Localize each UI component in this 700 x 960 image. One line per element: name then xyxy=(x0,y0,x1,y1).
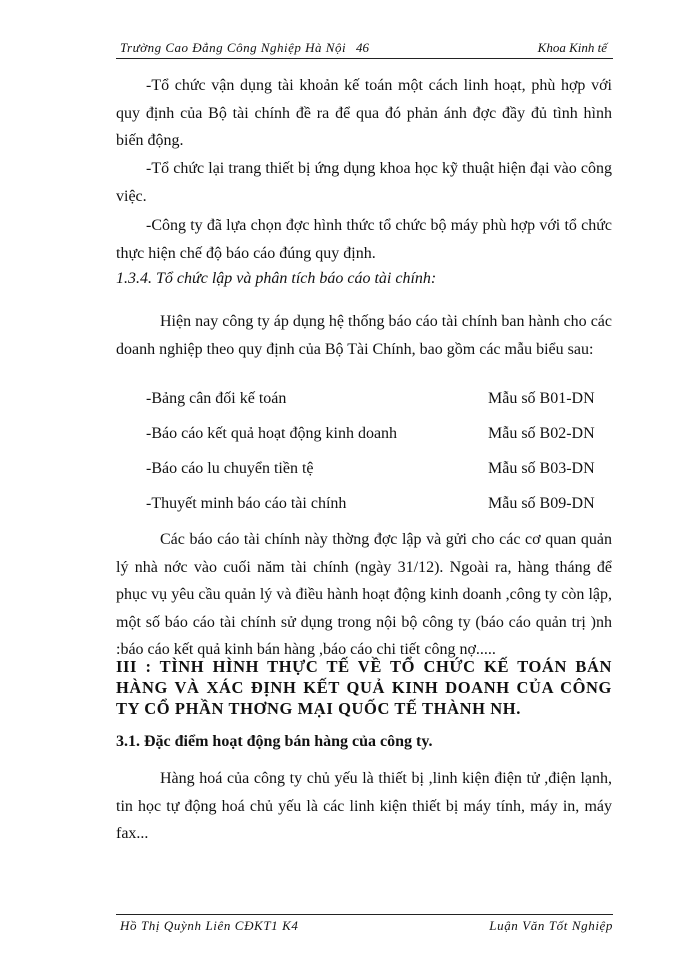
paragraph-body: Hàng hoá của công ty chủ yếu là thiết bị ,linh kiện điện tử ,điện lạnh, tin học tự động hoá chủ yếu là các linh kiện thiết bị máy tính, máy in, máy fax... xyxy=(116,770,612,842)
paragraph-intro: Hiện nay công ty áp dụng hệ thống báo cáo tài chính ban hành cho các doanh nghiệp theo quy định của Bộ Tài Chính, bao gồm các mẫu biểu sau: xyxy=(116,313,612,358)
report-code: Mẫu số B01-DN xyxy=(488,390,595,407)
footer-author: Hồ Thị Quỳnh Liên CĐKT1 K4 xyxy=(120,918,299,933)
header-faculty: Khoa Kinh tế xyxy=(537,40,607,55)
header-school: Trường Cao Đẳng Công Nghiệp Hà Nội xyxy=(120,40,347,55)
paragraph-organization: -Công ty đã lựa chọn đợc hình thức tổ chức bộ máy phù hợp với tổ chức thực hiện chế độ báo cáo đúng quy định. xyxy=(116,217,612,262)
report-code: Mẫu số B03-DN xyxy=(488,460,595,477)
report-row xyxy=(146,390,602,412)
report-code: Mẫu số B09-DN xyxy=(488,495,595,512)
page-footer xyxy=(116,914,613,935)
subsection-title: 3.1. Đặc điểm hoạt động bán hàng của công ty. xyxy=(116,733,433,750)
header-page-number: 46 xyxy=(356,40,369,55)
report-row xyxy=(146,460,602,482)
paragraph-accounts: -Tổ chức vận dụng tài khoản kế toán một cách linh hoạt, phù hợp với quy định của Bộ tài chính đề ra để qua đó phản ánh đợc đầy đủ tình hình biến động. xyxy=(116,77,612,149)
report-row xyxy=(146,425,602,447)
page-header xyxy=(116,40,613,59)
report-name: -Báo cáo lu chuyển tiền tệ xyxy=(146,460,314,477)
report-code: Mẫu số B02-DN xyxy=(488,425,595,442)
report-name: -Bảng cân đối kế toán xyxy=(146,390,287,407)
report-row xyxy=(146,495,602,517)
report-name: -Báo cáo kết quả hoạt động kinh doanh xyxy=(146,425,398,442)
footer-thesis: Luận Văn Tốt Nghiệp xyxy=(489,918,613,933)
paragraph-equipment: -Tổ chức lại trang thiết bị ứng dụng khoa học kỹ thuật hiện đại vào công việc. xyxy=(116,160,612,205)
report-name: -Thuyết minh báo cáo tài chính xyxy=(146,495,347,512)
subsection-heading: 1.3.4. Tổ chức lập và phân tích báo cáo tài chính: xyxy=(116,270,437,287)
section-title: III : TÌNH HÌNH THỰC TẾ VỀ TỔ CHỨC KẾ TOÁN BÁN HÀNG VÀ XÁC ĐỊNH KẾT QUẢ KINH DOANH CỦA CÔNG TY CỔ PHẦN THƠNG MẠI QUỐC TẾ THÀNH NH. xyxy=(116,657,612,718)
paragraph-closing: Các báo cáo tài chính này thờng đợc lập và gửi cho các cơ quan quản lý nhà nớc vào cuối năm tài chính (ngày 31/12). Ngoài ra, hàng tháng để phục vụ yêu cầu quản lý và điều hành hoạt động kinh doanh ,công ty còn lập, một số báo cáo tài chính sử dụng trong nội bộ công ty (báo cáo quản trị )nh :báo cáo kết quả kinh bán hàng ,báo cáo chi tiết công nợ..... xyxy=(116,531,612,658)
